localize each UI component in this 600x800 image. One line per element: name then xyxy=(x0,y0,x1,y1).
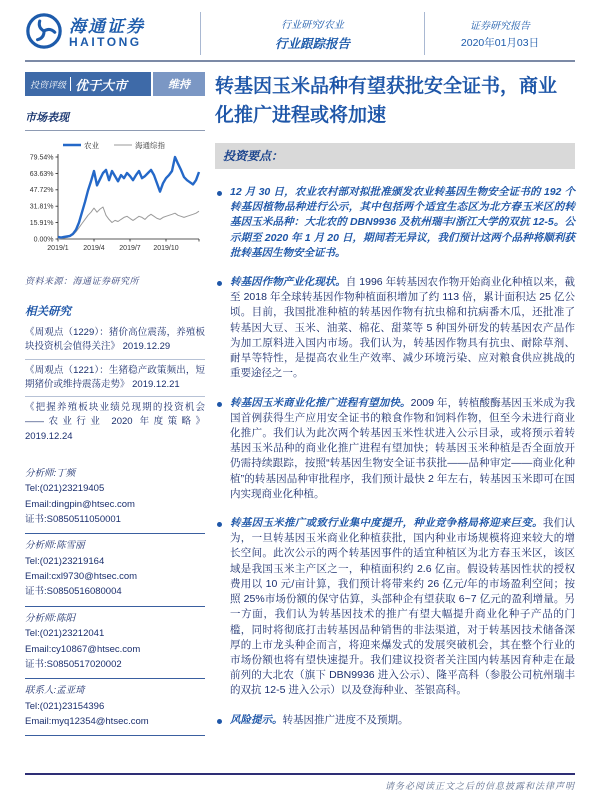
analyst-block xyxy=(25,607,205,680)
bullet-text: 转基因玉米商业化推广进程有望加快。2009 年，转植酸酶基因玉米成为我国首例获得生产应用安全证书的粮食作物和饲料作物，但至今未进行商业化推广。我们认为此次两个转基因玉米性状进入公示目录，或将预示着转基因玉米品种的商业化推广进程有望加快；转基因玉米种植是否全面放开仍需持续跟踪，按照“转基因生物安全证书获批——品种审定——商业化种植”的转基因品种审批程序，我们预计最快 2 年左右，转基因玉米即可在国内实现商业化种植。 xyxy=(230,396,575,500)
related-research-list xyxy=(25,322,205,448)
research-item: 《把握养殖板块业绩兑现期的投资机会——农业行业 2020 年度策略》 2019.12.24 xyxy=(25,396,205,448)
bullet-lead: 转基因玉米商业化推广进程有望加快。 xyxy=(230,396,411,409)
analyst-email: Email:myq12354@htsec.com xyxy=(25,716,149,727)
bullet-marker-icon xyxy=(217,191,222,196)
bullet-lead: 转基因玉米推广或致行业集中度提升，种业竞争格局将迎来巨变。 xyxy=(230,517,543,530)
bullet-marker-icon xyxy=(217,402,222,407)
research-item: 《周观点（1221）：生猪稳产政策频出，短期猪价或维持震荡走势》 2019.12.21 xyxy=(25,359,205,397)
bullet-item xyxy=(217,185,575,261)
bullet-text: 12 月 30 日，农业农村部对拟批准颁发农业转基因生物安全证书的 192 个转基因植物品种进行公示，其中包括两个适宜生态区为北方春玉米区的转基因玉米品种：大北农的 DBN9936 及杭州瑞丰/浙江大学的双抗 12-5。公示期至 2020 年 1 月 20 日，期间若无异议，我们预计这两个品种将顺利获批转基因生物安全证书。 xyxy=(230,185,575,259)
legend-label: 海通综指 xyxy=(135,141,165,150)
analyst-block xyxy=(25,679,205,736)
analyst-block xyxy=(25,462,205,535)
chart-source: 资料来源：海通证券研究所 xyxy=(25,276,140,286)
market-performance-chart xyxy=(25,137,205,263)
main-column xyxy=(215,72,575,742)
y-tick-label: 0.00% xyxy=(33,236,54,244)
bullet-marker-icon xyxy=(217,719,222,724)
analyst-email: Email:dingpin@htsec.com xyxy=(25,498,135,510)
analyst-tel: Tel:(021)23154396 xyxy=(25,700,105,712)
sidebar xyxy=(25,72,205,742)
y-tick-label: 47.72% xyxy=(29,187,54,195)
y-tick-label: 63.63% xyxy=(29,170,54,178)
report-type: 行业跟踪报告 xyxy=(274,36,350,51)
analyst-cert: 证书:S0850516080004 xyxy=(25,586,122,598)
x-tick-label: 2019/1 xyxy=(47,245,69,252)
header-right xyxy=(425,12,575,55)
analyst-name: 联系人:孟亚琦 xyxy=(25,685,85,697)
analyst-email: Email:cy10867@htsec.com xyxy=(25,643,141,655)
content-columns xyxy=(25,72,575,742)
x-tick-label: 2019/7 xyxy=(119,245,141,252)
bullet-lead: 转基因作物产业化现状。 xyxy=(230,275,346,288)
x-tick-label: 2019/4 xyxy=(83,245,105,252)
analyst-cert: 证书:S0850517020002 xyxy=(25,658,122,670)
analyst-list xyxy=(25,462,205,737)
x-tick-label: 2019/10 xyxy=(153,245,179,252)
brand-name-cn: 海通证券 xyxy=(69,17,145,37)
rating-bar xyxy=(25,72,205,96)
footer-rule xyxy=(25,773,575,775)
rating-status-badge: 维持 xyxy=(153,72,205,96)
analyst-name: 分析师:陈阳 xyxy=(25,612,76,624)
bullet-lead: 风险提示。 xyxy=(230,713,283,726)
header-center xyxy=(200,12,425,55)
chart-legend xyxy=(63,140,165,150)
bullet-text: 风险提示。转基因推广进度不及预期。 xyxy=(230,713,409,726)
legend-label: 农业 xyxy=(84,141,99,150)
brand-text xyxy=(69,18,145,48)
analyst-name: 分析师:陈雪丽 xyxy=(25,540,85,552)
bullet-item xyxy=(217,396,575,503)
bullet-marker-icon xyxy=(217,522,222,527)
investment-points-bar xyxy=(215,143,575,169)
footer-disclaimer: 请务必阅读正文之后的信息披露和法律声明 xyxy=(384,781,575,791)
bullet-item xyxy=(217,516,575,699)
bullet-text: 转基因作物产业化现状。自 1996 年转基因农作物开始商业化种植以来，截至 2018 年全球转基因作物种植面积增加了约 113 倍，累计面积达 25 亿公顷。目前，我国批准种植的转基因作物有抗虫棉和抗病番木瓜，还批准了转基因大豆、玉米、油菜、棉花、甜菜等 5 种国外研发的转基因农产品作为加工原料进入国内市场。我们认为，转基因作物具有抗虫、耐除草剂、耐旱等特性，是提高农业生产效率、减少环境污染、应对粮食供应挑战的重要途径之一。 xyxy=(230,275,576,380)
report-header xyxy=(25,12,575,62)
brand-block xyxy=(25,12,200,55)
y-tick-label: 31.81% xyxy=(29,203,54,211)
rating-separator xyxy=(70,77,71,91)
investment-points-title: 投资要点： xyxy=(223,148,284,163)
report-label: 证券研究报告 xyxy=(470,21,530,32)
analyst-block xyxy=(25,534,205,607)
market-performance-title: 市场表现 xyxy=(25,109,205,131)
page-title: 转基因玉米品种有望获批安全证书，商业化推广进程或将加速 xyxy=(215,76,558,127)
rating-value: 优于大市 xyxy=(75,77,128,93)
analyst-name: 分析师:丁频 xyxy=(25,467,76,479)
y-tick-label: 79.54% xyxy=(29,154,54,162)
bullet-text: 转基因玉米推广或致行业集中度提升，种业竞争格局将迎来巨变。我们认为，一旦转基因玉米商业化种植获批，国内种业市场规模将迎来较大的增长空间。此次公示的两个转基因事件的适宜种植区为北方春玉米区，该区域是我国玉米主产区之一，种植面积约 2.6 亿亩。假设转基因性状的授权费用以 10 元/亩计算，我们预计将带来约 26 亿元/年的市场盈利空间；按照 25%市场份额的保守估算，头部种企有望获取 6~7 亿元的盈利增量。另一方面，我们认为转基因技术的推广有望大幅提升商业化种子产品的门槛，同时将彻底打击转基因品种销售的非法渠道，对于转基因技术储备深厚的上市龙头种企而言，将迎来爆发式的发展突破机会，其在整个行业的市场份额也将有望快速提升。我们建议投资者关注国内转基因育种走在最前列的大北农（旗下 DBN9936 进入公示）、隆平高科（参股公司杭州瑞丰的双抗 12-5 进入公示）以及登海种业、荃银高科。 xyxy=(230,517,576,697)
rating-label: 投资评级 xyxy=(30,79,67,90)
page-footer xyxy=(25,773,575,792)
bullet-list xyxy=(215,185,575,728)
y-tick-label: 15.91% xyxy=(29,219,54,227)
bullet-item xyxy=(217,275,575,382)
analyst-tel: Tel:(021)23219405 xyxy=(25,483,105,495)
bullet-item xyxy=(217,713,575,728)
related-research-title: 相关研究 xyxy=(25,306,71,318)
bullet-marker-icon xyxy=(217,281,222,286)
chart-tick-labels xyxy=(30,154,179,252)
analyst-tel: Tel:(021)23212041 xyxy=(25,628,105,640)
brand-name-en: HAITONG xyxy=(69,35,142,50)
market-performance-chart-wrap xyxy=(25,137,205,268)
industry-category: 行业研究/农业 xyxy=(281,19,344,31)
series-line-农业 xyxy=(58,157,199,238)
analyst-email: Email:cxl9730@htsec.com xyxy=(25,571,138,582)
report-date: 2020年01月03日 xyxy=(460,37,540,49)
haitong-logo-icon xyxy=(25,12,63,55)
research-item: 《周观点（1229）：猪价高位震荡，养殖板块投资机会值得关注》 2019.12.29 xyxy=(25,327,205,353)
analyst-cert: 证书:S0850511050001 xyxy=(25,513,121,525)
analyst-tel: Tel:(021)23219164 xyxy=(25,555,105,567)
rating-main xyxy=(25,72,151,96)
